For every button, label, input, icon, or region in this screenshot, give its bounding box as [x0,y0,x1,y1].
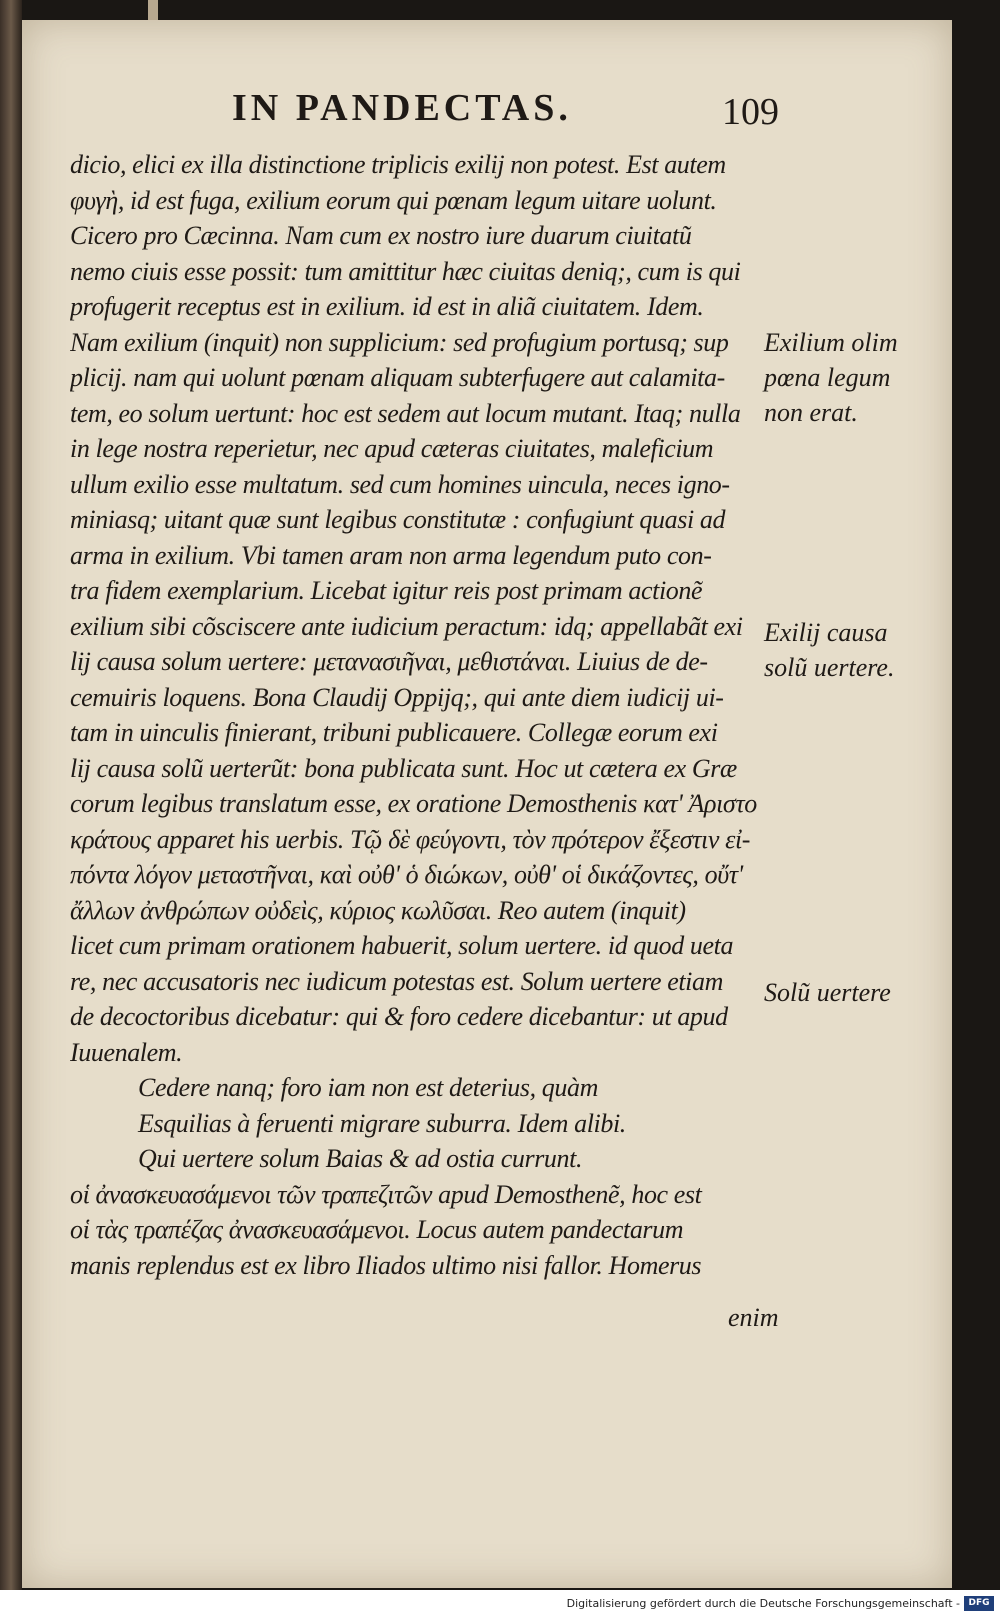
body-line: exilium sibi cõsciscere ante iudicium peractum: idq; appellabãt exi [70,611,743,641]
body-line: πόντα λόγον μεταστῆναι, καὶ οὐθ' ὁ διώκων, οὐθ' οἱ δικάζοντες, οὔτ' [70,860,743,889]
margin-note: Exilium olim [764,328,898,357]
body-line: lij causa solum uertere: μετανασιῆναι, μεθιστάναι. Liuius de de- [70,647,708,676]
body-line: dicio, elici ex illa distinctione triplicis exilij non potest. Est autem [70,150,726,179]
body-line: Iuuenalem. [70,1037,183,1067]
body-line: corum legibus translatum esse, ex oratione Demosthenis κατ' Ἀριστο [70,789,757,818]
dfg-logo: DFG [964,1596,994,1611]
verse-line: Qui uertere solum Baias & ad ostia currunt. [138,1144,583,1173]
adjacent-page-strip [148,0,158,20]
catchword: enim [728,1303,779,1332]
body-line: in lege nostra reperietur, nec apud cæteras ciuitates, maleficium [70,434,714,463]
margin-note: Solũ uertere [764,978,891,1007]
binding-edge [0,0,22,1590]
verse-line: Cedere nanq; foro iam non est deterius, quàm [138,1073,598,1102]
body-line: licet cum primam orationem habuerit, solum uertere. id quod ueta [70,931,734,960]
margin-note: non erat. [764,398,858,427]
body-line: Cicero pro Cæcinna. Nam cum ex nostro iure duarum ciuitatũ [70,221,692,250]
body-line: miniasq; uitant quæ sunt legibus constitutæ : confugiunt quasi ad [70,505,726,534]
running-head: IN PANDECTAS. [232,87,572,129]
closing-line: manis replendus est ex libro Iliados ultimo nisi fallor. Homerus [70,1250,702,1280]
main-text-block [70,147,788,1283]
body-line: profugerit receptus est in exilium. id est in aliã ciuitatem. Idem. [70,292,704,321]
body-line: Nam exilium (inquit) non supplicium: sed profugium portusq; sup [70,327,729,357]
body-line: φυγὴ, id est fuga, exilium eorum qui pœnam legum uitare uolunt. [70,185,717,215]
margin-note: Exilij causa [764,618,888,647]
body-line: tam in uinculis finierant, tribuni publicauere. Collegæ eorum exi [70,718,718,747]
margin-note: solũ uertere. [764,653,895,682]
footer-bar [0,1590,1000,1619]
book-page [22,20,952,1588]
body-line: tra fidem exemplarium. Licebat igitur reis post primam actionẽ [70,576,703,605]
body-line: arma in exilium. Vbi tamen aram non arma legendum puto con- [70,540,712,570]
verse-line: Esquilias à feruenti migrare suburra. Idem alibi. [138,1108,626,1138]
body-line: ullum exilio esse multatum. sed cum homines uincula, neces igno- [70,469,730,499]
closing-line: οἱ ἀνασκευασάμενοι τῶν τραπεζιτῶν apud Demosthenẽ, hoc est [70,1179,702,1209]
body-line: κράτους apparet his uerbis. Τῷ δὲ φεύγοντι, τὸν πρότερον ἔξεστιν εἰ- [70,824,751,854]
body-line: lij causa solũ uerterũt: bona publicata sunt. Hoc ut cætera ex Græ [70,753,737,783]
body-line: tem, eo solum uertunt: hoc est sedem aut locum mutant. Itaq; nulla [70,398,741,428]
funding-credit: Digitalisierung gefördert durch die Deutsche Forschungsgemeinschaft - [566,1597,960,1610]
body-line: nemo ciuis esse possit: tum amittitur hæc ciuitas deniq;, cum is qui [70,256,741,286]
body-line: cemuiris loquens. Bona Claudij Oppijq;, qui ante diem iudicij ui- [70,682,724,712]
margin-note: pœna legum [764,363,891,392]
body-line: ἄλλων ἀνθρώπων οὐδεὶς, κύριος κωλῦσαι. Reo autem (inquit) [70,895,686,925]
body-line: plicij. nam qui uolunt pœnam aliquam subterfugere aut calamita- [70,363,725,392]
folio-number: 109 [722,91,779,133]
body-line: de decoctoribus dicebatur: qui & foro cedere dicebantur: ut apud [70,1002,728,1031]
closing-line: οἱ τὰς τραπέζας ἀνασκευασάμενοι. Locus autem pandectarum [70,1215,684,1244]
body-line: re, nec accusatoris nec iudicum potestas est. Solum uertere etiam [70,966,723,996]
